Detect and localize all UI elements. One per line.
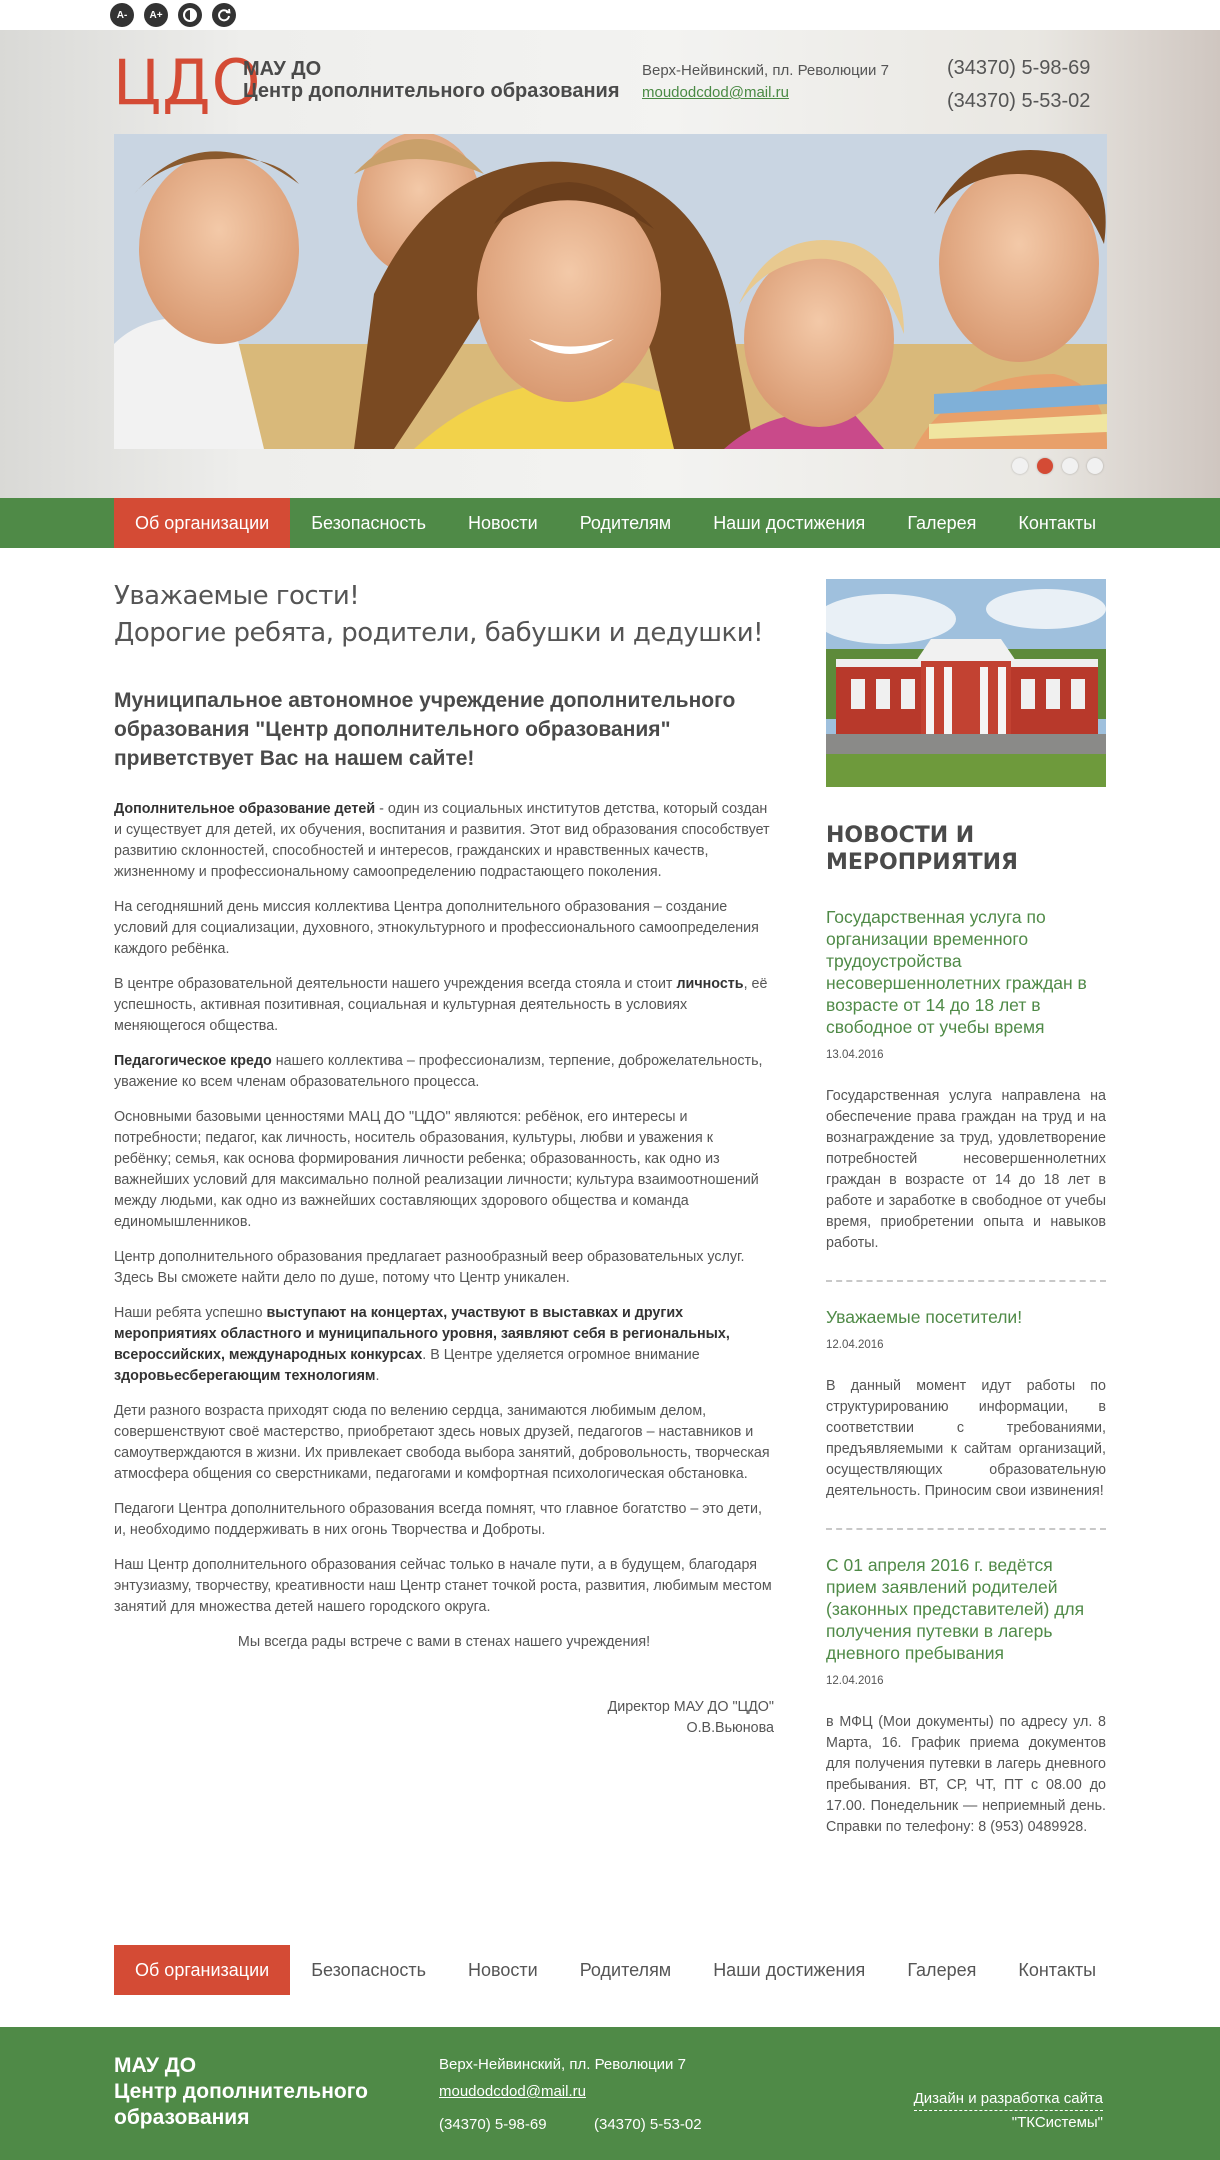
building-photo[interactable] bbox=[826, 579, 1106, 787]
developer-name: "ТКСистемы" bbox=[1011, 2114, 1103, 2131]
footer-phone-1: (34370) 5-98-69 bbox=[439, 2116, 547, 2133]
signature-name: О.В.Вьюнова bbox=[686, 1720, 774, 1736]
accessibility-toolbar bbox=[110, 2, 236, 28]
paragraph-1-bold: Дополнительное образование детей bbox=[114, 801, 376, 817]
news-item bbox=[826, 1554, 1106, 1864]
paragraph-4-rest: нашего коллектива – профессионализм, терпение, доброжелательность, уважение ко всем членам образовательного процесса. bbox=[114, 1053, 763, 1090]
header-phone-2: (34370) 5-53-02 bbox=[947, 90, 1091, 112]
paragraph-9: Педагоги Центра дополнительного образования всегда помнят, что главное богатство – это дети, и, необходимо поддерживать в них огонь Творчества и Доброты. bbox=[114, 1501, 762, 1538]
paragraph-7-start: Наши ребята успешно bbox=[114, 1305, 267, 1321]
hero-slider bbox=[114, 134, 1107, 449]
hero-dot-4[interactable] bbox=[1087, 458, 1103, 474]
footer-nav-item-achievements[interactable]: Наши достижения bbox=[713, 1960, 866, 1980]
paragraph-7-mid: . В Центре уделяется огромное внимание bbox=[422, 1347, 700, 1363]
building-image bbox=[826, 579, 1106, 787]
footer-org-line1: МАУ ДО bbox=[114, 2054, 197, 2077]
main-content bbox=[114, 578, 774, 1739]
contrast-icon bbox=[182, 7, 198, 23]
font-smaller-button[interactable]: A- bbox=[110, 3, 134, 27]
footer-developer bbox=[914, 2087, 1103, 2134]
hero-image-children bbox=[114, 134, 1107, 449]
footer-nav-item-contacts[interactable]: Контакты bbox=[1018, 1960, 1097, 1980]
news-title-link[interactable]: Государственная услуга по организации временного трудоустройства несовершеннолетних граждан в возрасте от 14 до 18 лет в свободное от учебы время bbox=[826, 907, 1087, 1037]
paragraph-4 bbox=[114, 1051, 774, 1093]
reset-icon bbox=[216, 7, 232, 23]
main-nav bbox=[114, 498, 1117, 548]
paragraph-5: Основными базовыми ценностями МАЦ ДО "ЦДО" являются: ребёнок, его интересы и потребности; педагог, как личность, носитель образования, культуры, любви и уважения к ребёнку; семья, как основа формирования личности ребенка; образованность, как одно из важнейших условий для максимально полной реализации личности; культура взаимоотношений между людьми, как одно из важнейших составляющих здорового общества и команда единомышленников. bbox=[114, 1109, 759, 1230]
paragraph-7-end: . bbox=[375, 1368, 380, 1384]
paragraph-1-text: - один из социальных институтов детства, который создан и существует для детей, их обучения, воспитания и развития. Этот вид образования способствует развитию склонностей, способностей и интересов, гражданских и нравственных качеств, жизненному и профессиональному самоопределению подрастающего поколения. bbox=[114, 801, 770, 880]
nav-item-contacts[interactable]: Контакты bbox=[1018, 513, 1097, 533]
developer-link[interactable]: Дизайн и разработка сайта bbox=[914, 2087, 1103, 2111]
welcome-heading: Муниципальное автономное учреждение дополнительного образования "Центр дополнительного образования" приветствует Вас на нашем сайте! bbox=[114, 689, 736, 770]
org-name bbox=[243, 58, 619, 102]
greeting-line1: Уважаемые гости! bbox=[114, 581, 360, 611]
nav-item-parents[interactable]: Родителям bbox=[579, 513, 672, 533]
header-contacts bbox=[642, 60, 889, 104]
footer-org-name bbox=[114, 2053, 368, 2131]
news-text: В данный момент идут работы по структурированию информации, в соответствии с требованиями, предъявляемыми к сайтам организаций, осуществляющих образовательную деятельность. Приносим свои извинения! bbox=[826, 1378, 1106, 1499]
paragraph-7 bbox=[114, 1303, 774, 1387]
footer-nav-item-news[interactable]: Новости bbox=[468, 1960, 538, 1980]
footer-nav bbox=[114, 1945, 1117, 1995]
paragraph-6: Центр дополнительного образования предлагает разнообразный веер образовательных услуг. Здесь Вы сможете найти дело по душе, потому что Центр уникален. bbox=[114, 1249, 745, 1286]
header-address: Верх-Нейвинский, пл. Революции 7 bbox=[642, 62, 889, 79]
header-phones bbox=[947, 52, 1090, 118]
hero-pagination bbox=[1012, 458, 1103, 474]
footer-nav-item-parents[interactable]: Родителям bbox=[579, 1960, 672, 1980]
paragraph-3 bbox=[114, 974, 774, 1037]
footer-nav-item-about[interactable]: Об организации bbox=[114, 1945, 290, 1995]
news-text: в МФЦ (Мои документы) по адресу ул. 8 Марта, 16. График приема документов для получения путевки в лагерь дневного пребывания. ВТ, СР, ЧТ, ПТ с 08.00 до 17.00. Понедельник — неприемный день. Справки по телефону: 8 (953) 0489928. bbox=[826, 1714, 1106, 1835]
nav-item-achievements[interactable]: Наши достижения bbox=[713, 513, 866, 533]
paragraph-1 bbox=[114, 799, 774, 883]
news-item bbox=[826, 906, 1106, 1282]
nav-bar bbox=[0, 498, 1220, 548]
paragraph-3-bold: личность bbox=[676, 976, 744, 992]
paragraph-7-bold2: здоровьесберегающим технологиям bbox=[114, 1368, 376, 1384]
reset-button[interactable] bbox=[212, 3, 236, 27]
org-name-line2: Центр дополнительного образования bbox=[243, 80, 620, 102]
nav-item-about[interactable]: Об организации bbox=[114, 498, 290, 548]
header-email-link[interactable]: moudodcdod@mail.ru bbox=[642, 84, 789, 101]
paragraph-4-bold: Педагогическое кредо bbox=[114, 1053, 272, 1069]
paragraph-2: На сегодняшний день миссия коллектива Центра дополнительного образования – создание условий для социализации, духовного, этнокультурного и профессионального самоопределения каждого ребёнка. bbox=[114, 899, 759, 957]
footer-phone-2: (34370) 5-53-02 bbox=[594, 2116, 702, 2133]
nav-item-news[interactable]: Новости bbox=[468, 513, 538, 533]
hero-dot-3[interactable] bbox=[1062, 458, 1078, 474]
news-date: 12.04.2016 bbox=[826, 1675, 884, 1687]
org-name-line1: МАУ ДО bbox=[243, 58, 322, 80]
paragraph-10: Наш Центр дополнительного образования сейчас только в начале пути, а в будущем, благодаря энтузиазму, творчеству, креативности наш Центр станет точкой роста, развития, любимым местом занятий для множества детей нашего городского округа. bbox=[114, 1557, 772, 1615]
hero-dot-2[interactable] bbox=[1037, 458, 1053, 474]
sidebar bbox=[826, 579, 1106, 1864]
paragraph-8: Дети разного возраста приходят сюда по велению сердца, занимаются любимым делом, совершенствуют своё мастерство, приобретают здесь новых друзей, педагогов – наставников и самоутверждаются в жизни. Их привлекает свобода выбора занятий, добровольность, творческая атмосфера общения со сверстниками, педагогами и комфортная психологическая обстановка. bbox=[114, 1403, 770, 1482]
greeting-line2: Дорогие ребята, родители, бабушки и дедушки! bbox=[114, 618, 764, 648]
news-text: Государственная услуга направлена на обеспечение права граждан на труд и на вознаграждение за труд, удовлетворение потребностей несовершеннолетних граждан в возрасте от 14 до 18 лет в работе и заработке в свободное от учебы время, приобретении опыта и навыков работы. bbox=[826, 1088, 1106, 1251]
header-phone-1: (34370) 5-98-69 bbox=[947, 57, 1091, 79]
footer-org-line3: образования bbox=[114, 2106, 250, 2129]
hero-dot-1[interactable] bbox=[1012, 458, 1028, 474]
footer-nav-item-security[interactable]: Безопасность bbox=[311, 1960, 427, 1980]
signature-title: Директор МАУ ДО "ЦДО" bbox=[607, 1699, 774, 1715]
footer-nav-item-gallery[interactable]: Галерея bbox=[907, 1960, 977, 1980]
paragraph-3-start: В центре образовательной деятельности нашего учреждения всегда стояла и стоит bbox=[114, 976, 677, 992]
news-date: 12.04.2016 bbox=[826, 1339, 884, 1351]
paragraph-7-bold: выступают на концертах, участвуют в выставках и других мероприятиях областного и муниципального уровня, заявляют себя в региональных, всероссийских, международных конкурсах bbox=[114, 1305, 730, 1363]
footer bbox=[0, 2027, 1220, 2160]
font-larger-button[interactable]: A+ bbox=[144, 3, 168, 27]
news-heading-line1: НОВОСТИ И bbox=[826, 823, 975, 848]
footer-address: Верх-Нейвинский, пл. Революции 7 bbox=[439, 2056, 686, 2073]
logo[interactable]: ЦДО bbox=[113, 46, 262, 119]
news-title-link[interactable]: С 01 апреля 2016 г. ведётся прием заявлений родителей (законных представителей) для получения путевки в лагерь дневного пребывания bbox=[826, 1555, 1085, 1663]
news-heading-line2: МЕРОПРИЯТИЯ bbox=[826, 850, 1018, 875]
nav-item-security[interactable]: Безопасность bbox=[311, 513, 427, 533]
news-title-link[interactable]: Уважаемые посетители! bbox=[826, 1307, 1023, 1327]
paragraph-11: Мы всегда рады встрече с вами в стенах нашего учреждения! bbox=[237, 1634, 651, 1650]
footer-org-line2: Центр дополнительного bbox=[114, 2080, 369, 2103]
nav-item-gallery[interactable]: Галерея bbox=[907, 513, 977, 533]
contrast-button[interactable] bbox=[178, 3, 202, 27]
news-heading bbox=[826, 822, 1106, 876]
news-date: 13.04.2016 bbox=[826, 1049, 884, 1061]
director-signature bbox=[114, 1697, 774, 1739]
news-item bbox=[826, 1306, 1106, 1530]
paragraph-3-rest: , её успешность, активная позитивная, социальная и культурная деятельность в условиях меняющегося общества. bbox=[114, 976, 768, 1034]
greeting bbox=[114, 578, 774, 652]
footer-email-link[interactable]: moudodcdod@mail.ru bbox=[439, 2083, 586, 2100]
